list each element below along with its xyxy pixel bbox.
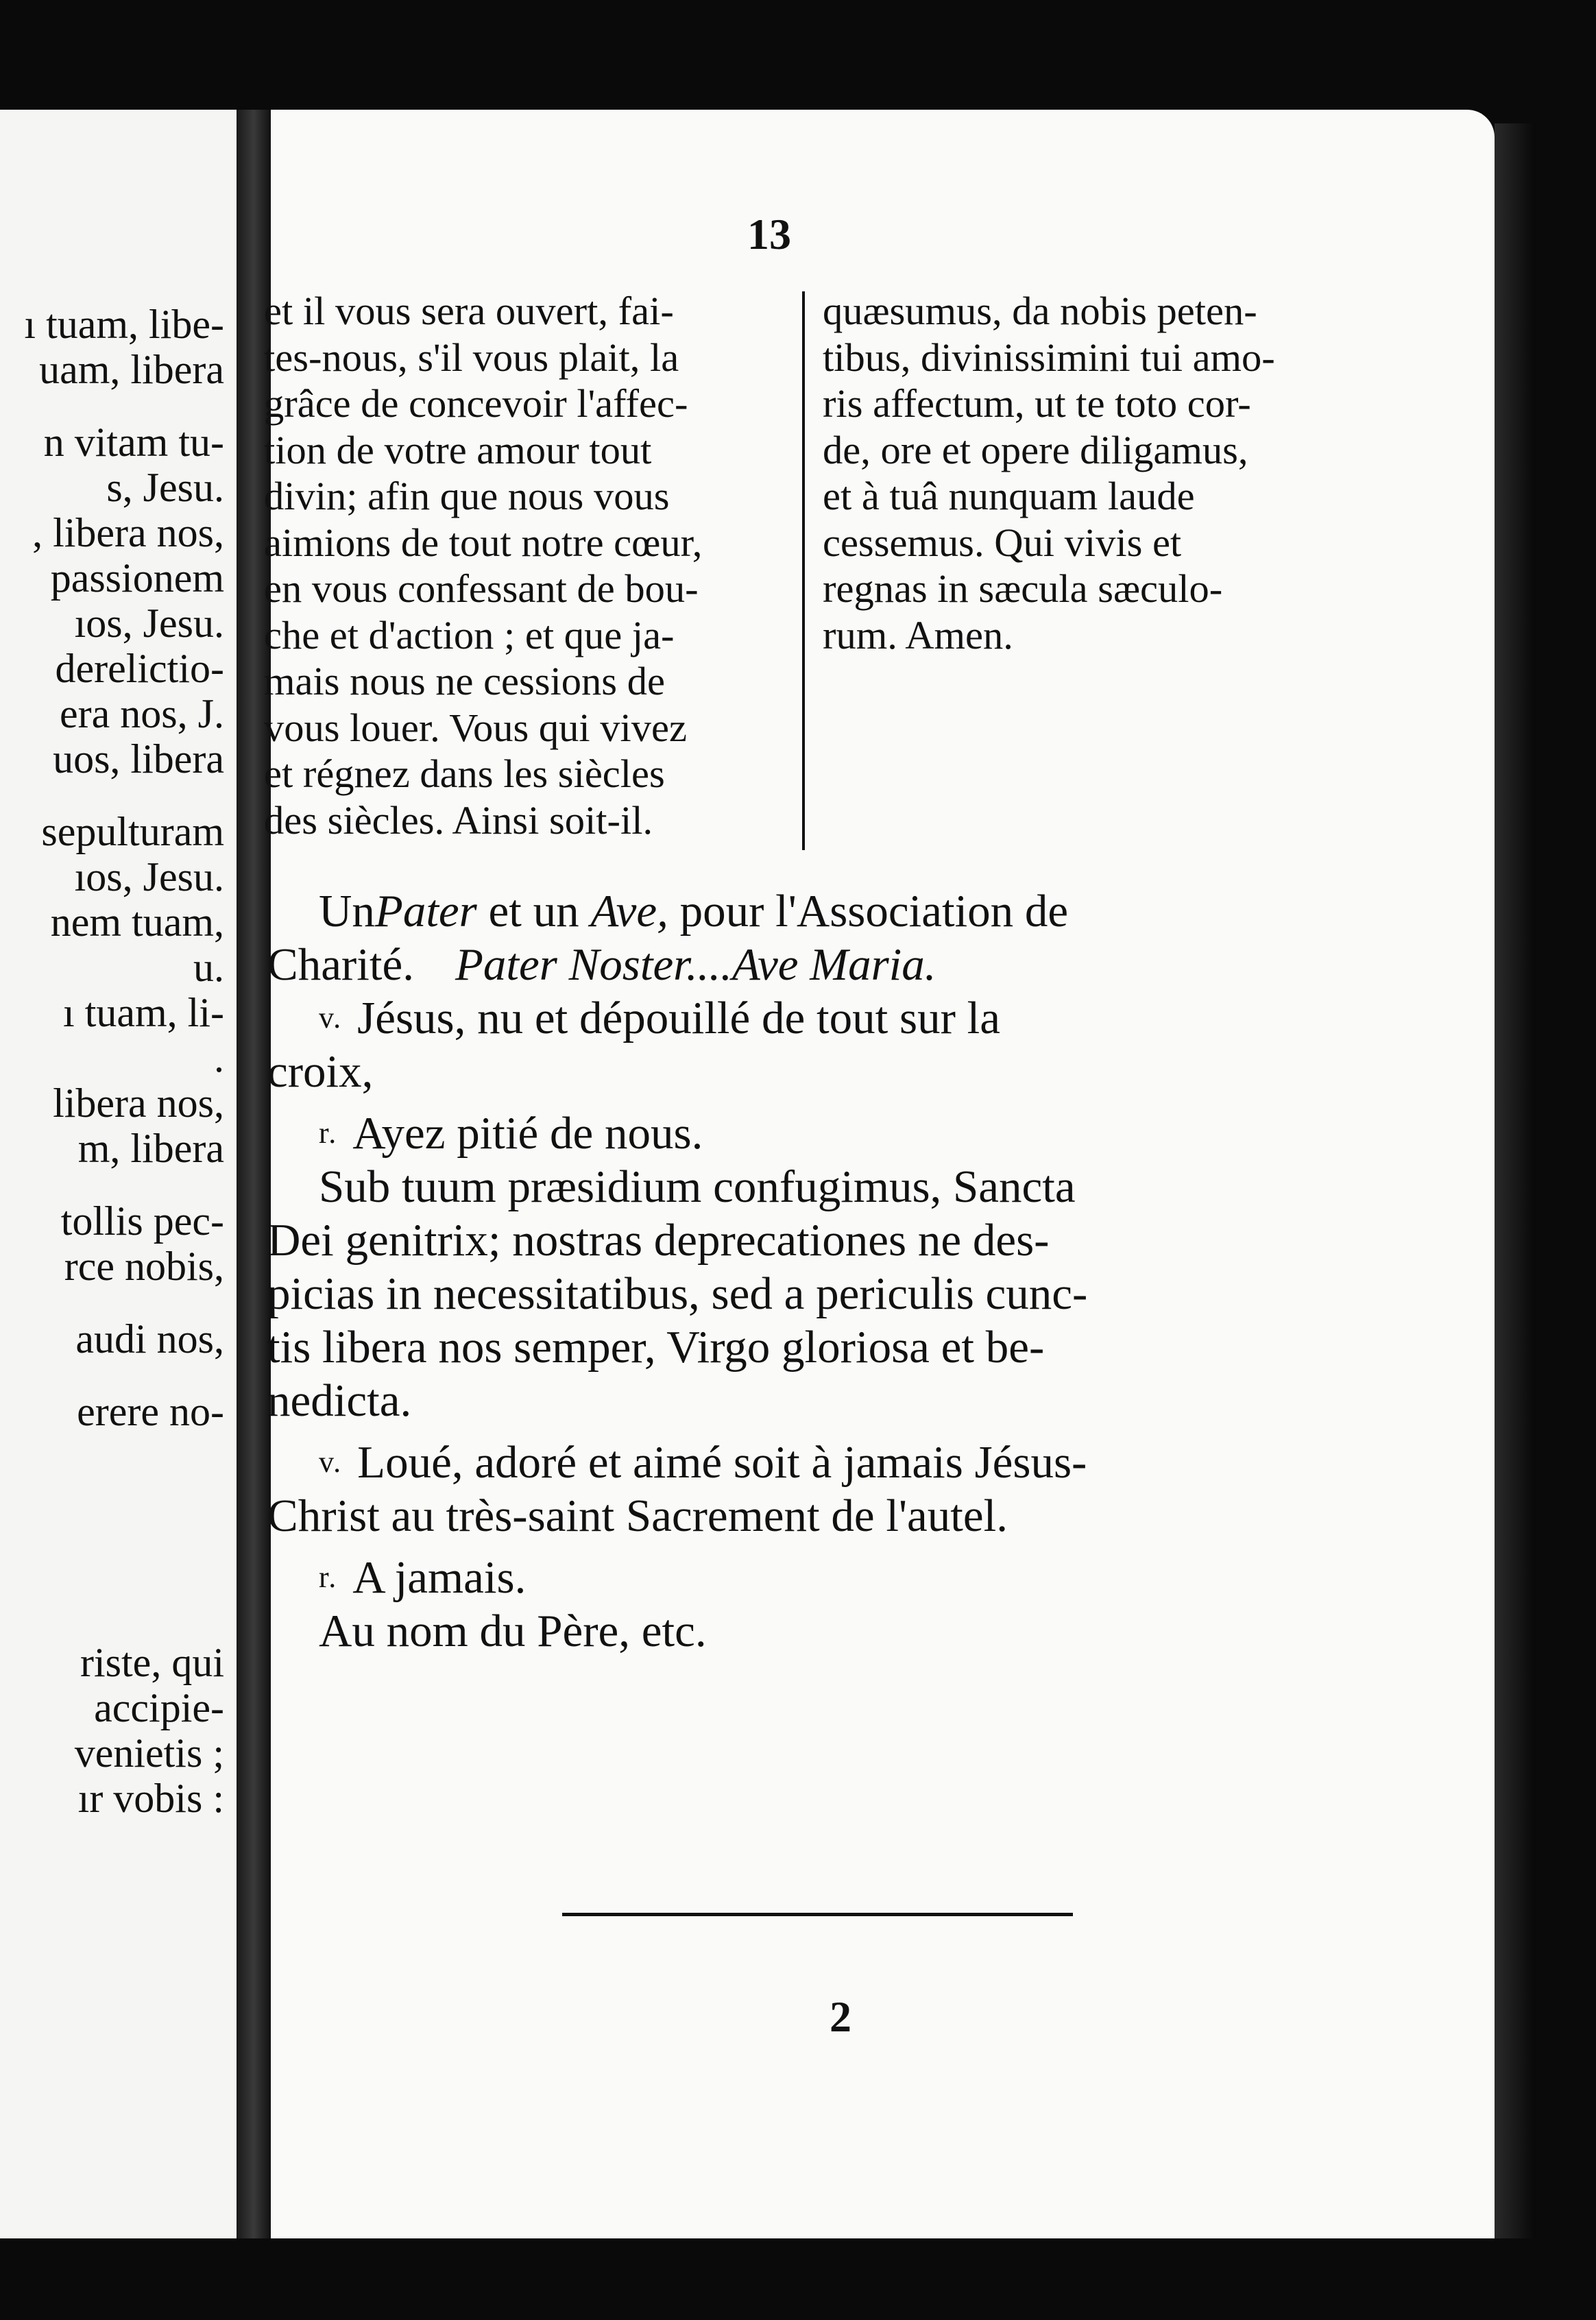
french-line: vous louer. Vous qui vivez: [264, 705, 687, 750]
left-line: erere no-: [77, 1389, 224, 1434]
left-line: riste, qui: [80, 1640, 224, 1685]
left-line: ıos, Jesu.: [74, 601, 224, 646]
french-line: che et d'action ; et que ja-: [264, 612, 675, 657]
left-line: s, Jesu.: [106, 465, 224, 510]
french-line: tes-nous, s'il vous plait, la: [264, 335, 679, 380]
left-line: ı tuam, li-: [63, 990, 224, 1035]
latin-line: regnas in sæcula sæculo-: [823, 566, 1223, 611]
column-divider: [802, 291, 805, 850]
latin-line: et à tuâ nunquam laude: [823, 474, 1195, 518]
french-column: [264, 288, 799, 843]
sub-tuum-line: picias in necessitatibus, sed a periculis cunc-: [267, 1268, 1088, 1319]
versicle-mark: v.: [319, 1445, 343, 1479]
versicle-text: Jésus, nu et dépouillé de tout sur la: [357, 993, 1000, 1043]
sub-tuum-line: tis libera nos semper, Virgo gloriosa et be-: [267, 1322, 1045, 1373]
page-edge-shadow: [1495, 123, 1536, 2238]
scan-border: [0, 2238, 1596, 2320]
response-1: [267, 1107, 1344, 1160]
versicle-mark: v.: [319, 1001, 343, 1035]
versicle-2: [267, 1436, 1344, 1489]
left-line: ır vobis :: [77, 1776, 224, 1821]
french-line: en vous confessant de bou-: [264, 566, 699, 611]
left-page-text: [24, 302, 224, 1821]
french-line: et régnez dans les siècles: [264, 751, 665, 796]
french-line: grâce de concevoir l'affec-: [264, 381, 688, 426]
left-page-fragment: [0, 110, 237, 2238]
versicle-1-continued: croix,: [267, 1046, 374, 1097]
response-text: Ayez pitié de nous.: [352, 1108, 703, 1159]
text-run-italic: Ave,: [590, 886, 668, 937]
latin-line: rum. Amen.: [823, 612, 1013, 657]
text-run: et un: [476, 886, 591, 937]
left-line: ı tuam, libe-: [24, 302, 224, 347]
left-line: libera nos,: [53, 1080, 224, 1126]
french-line: mais nous ne cessions de: [264, 659, 665, 703]
left-line: tollis pec-: [60, 1198, 224, 1244]
french-line: tion de votre amour tout: [264, 427, 652, 472]
sub-tuum-line: nedicta.: [267, 1375, 412, 1426]
response-text: A jamais.: [352, 1552, 527, 1603]
left-line: sepulturam: [41, 809, 224, 854]
french-line: divin; afin que nous vous: [264, 474, 670, 518]
page-number: 13: [747, 210, 791, 258]
left-line: rce nobis,: [64, 1244, 224, 1289]
french-line: et il vous sera ouvert, fai-: [264, 289, 674, 333]
main-text: [267, 884, 1344, 1658]
signature-mark: 2: [830, 1992, 851, 2041]
french-line: des siècles. Ainsi soit-il.: [264, 797, 653, 843]
left-line: ıos, Jesu.: [74, 854, 224, 899]
latin-line: ris affectum, ut te toto cor-: [823, 381, 1251, 426]
text-run-italic: Pater Noster....Ave Maria.: [455, 939, 936, 990]
left-line: derelictio-: [55, 646, 224, 691]
response-mark: r.: [319, 1116, 338, 1150]
response-mark: r.: [319, 1560, 338, 1594]
french-line: aimions de tout notre cœur,: [264, 520, 703, 565]
left-line: nem tuam,: [50, 899, 224, 945]
latin-column: [823, 288, 1361, 658]
section-rule: [562, 1913, 1073, 1916]
text-run: Un: [319, 886, 375, 937]
pater-line-1: [267, 884, 1344, 938]
left-line: , libera nos,: [32, 510, 224, 555]
versicle-2-continued: Christ au très-saint Sacrement de l'autel.: [267, 1490, 1008, 1541]
sub-tuum-line: Dei genitrix; nostras deprecationes ne des-: [267, 1215, 1050, 1266]
response-2: [267, 1551, 1344, 1604]
versicle-text: Loué, adoré et aimé soit à jamais Jésus-: [357, 1437, 1087, 1488]
text-run: pour l'Association de: [668, 886, 1069, 937]
left-line: venietis ;: [74, 1730, 224, 1776]
left-line: accipie-: [94, 1685, 224, 1730]
latin-line: cessemus. Qui vivis et: [823, 520, 1182, 565]
two-column-prayer: [264, 288, 1354, 850]
left-line: era nos, J.: [60, 691, 224, 736]
left-line: u.: [193, 945, 224, 990]
text-run-italic: Pater: [374, 886, 477, 937]
text-run: Charité.: [267, 939, 414, 990]
left-line: passionem: [50, 555, 224, 601]
latin-line: quæsumus, da nobis peten-: [823, 289, 1257, 333]
left-line: m, libera: [77, 1126, 224, 1171]
left-line: audi nos,: [75, 1316, 224, 1362]
latin-line: tibus, divinissimini tui amo-: [823, 335, 1275, 380]
left-line: uos, libera: [53, 736, 224, 782]
versicle-1: [267, 991, 1344, 1045]
latin-line: de, ore et opere diligamus,: [823, 427, 1248, 472]
sub-tuum-line: Sub tuum præsidium confugimus, Sancta: [319, 1161, 1076, 1212]
left-line: n vitam tu-: [43, 420, 224, 465]
left-line: uam, libera: [39, 347, 224, 392]
closing-line: Au nom du Père, etc.: [319, 1606, 707, 1656]
pater-line-2: [267, 938, 1344, 991]
left-line: .: [214, 1035, 224, 1080]
